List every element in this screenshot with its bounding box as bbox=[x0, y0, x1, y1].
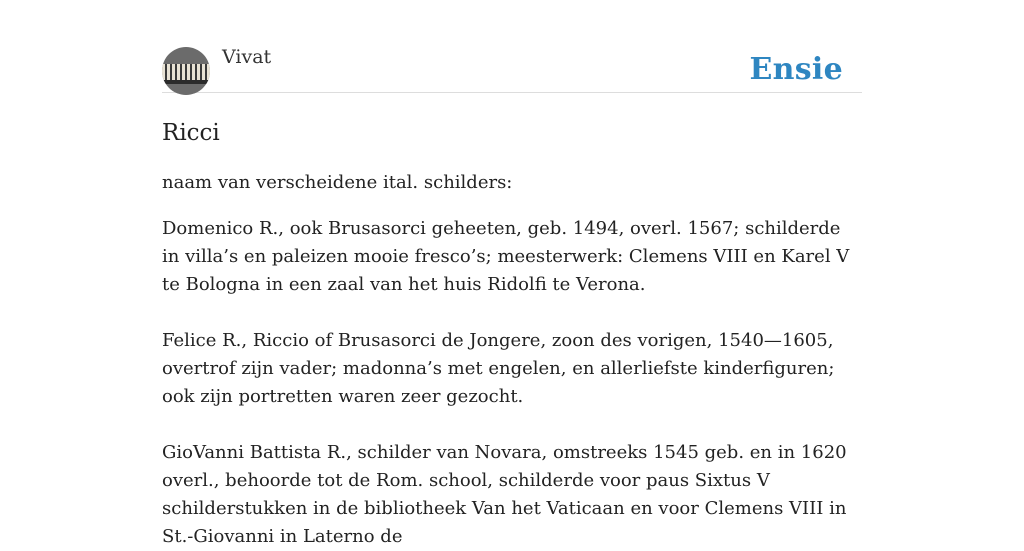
article-paragraph: GioVanni Battista R., schilder van Novara, omstreeks 1545 geb. en in 1620 overl., behoorde tot de Rom. school, schilderde voor paus Sixtus V schilderstukken in de bibliotheek Van het Vaticaan en voor Clemens VIII in St.-Giovanni in Laterno de bbox=[162, 442, 847, 547]
ensie-logo[interactable]: Ensie bbox=[749, 52, 843, 87]
avatar-image-shelf bbox=[162, 80, 210, 84]
avatar[interactable] bbox=[162, 47, 210, 95]
article-intro: naam van verscheidene ital. schilders: bbox=[162, 172, 513, 193]
article-paragraph: Felice R., Riccio of Brusasorci de Jongere, zoon des vorigen, 1540—1605, overtrof zijn vader; madonna’s met engelen, en allerliefste kinderfiguren; ook zijn portretten waren zeer gezocht. bbox=[162, 330, 835, 407]
site-header bbox=[162, 0, 862, 93]
page-title: Ricci bbox=[162, 120, 220, 146]
avatar-image-books bbox=[162, 64, 210, 80]
page-container bbox=[162, 0, 862, 551]
site-name[interactable]: Vivat bbox=[222, 46, 272, 68]
article-paragraph: Domenico R., ook Brusasorci geheeten, geb. 1494, overl. 1567; schilderde in villa’s en paleizen mooie fresco’s; meesterwerk: Clemens VIII en Karel V te Bologna in een zaal van het huis Ridolfi te Verona. bbox=[162, 218, 850, 295]
